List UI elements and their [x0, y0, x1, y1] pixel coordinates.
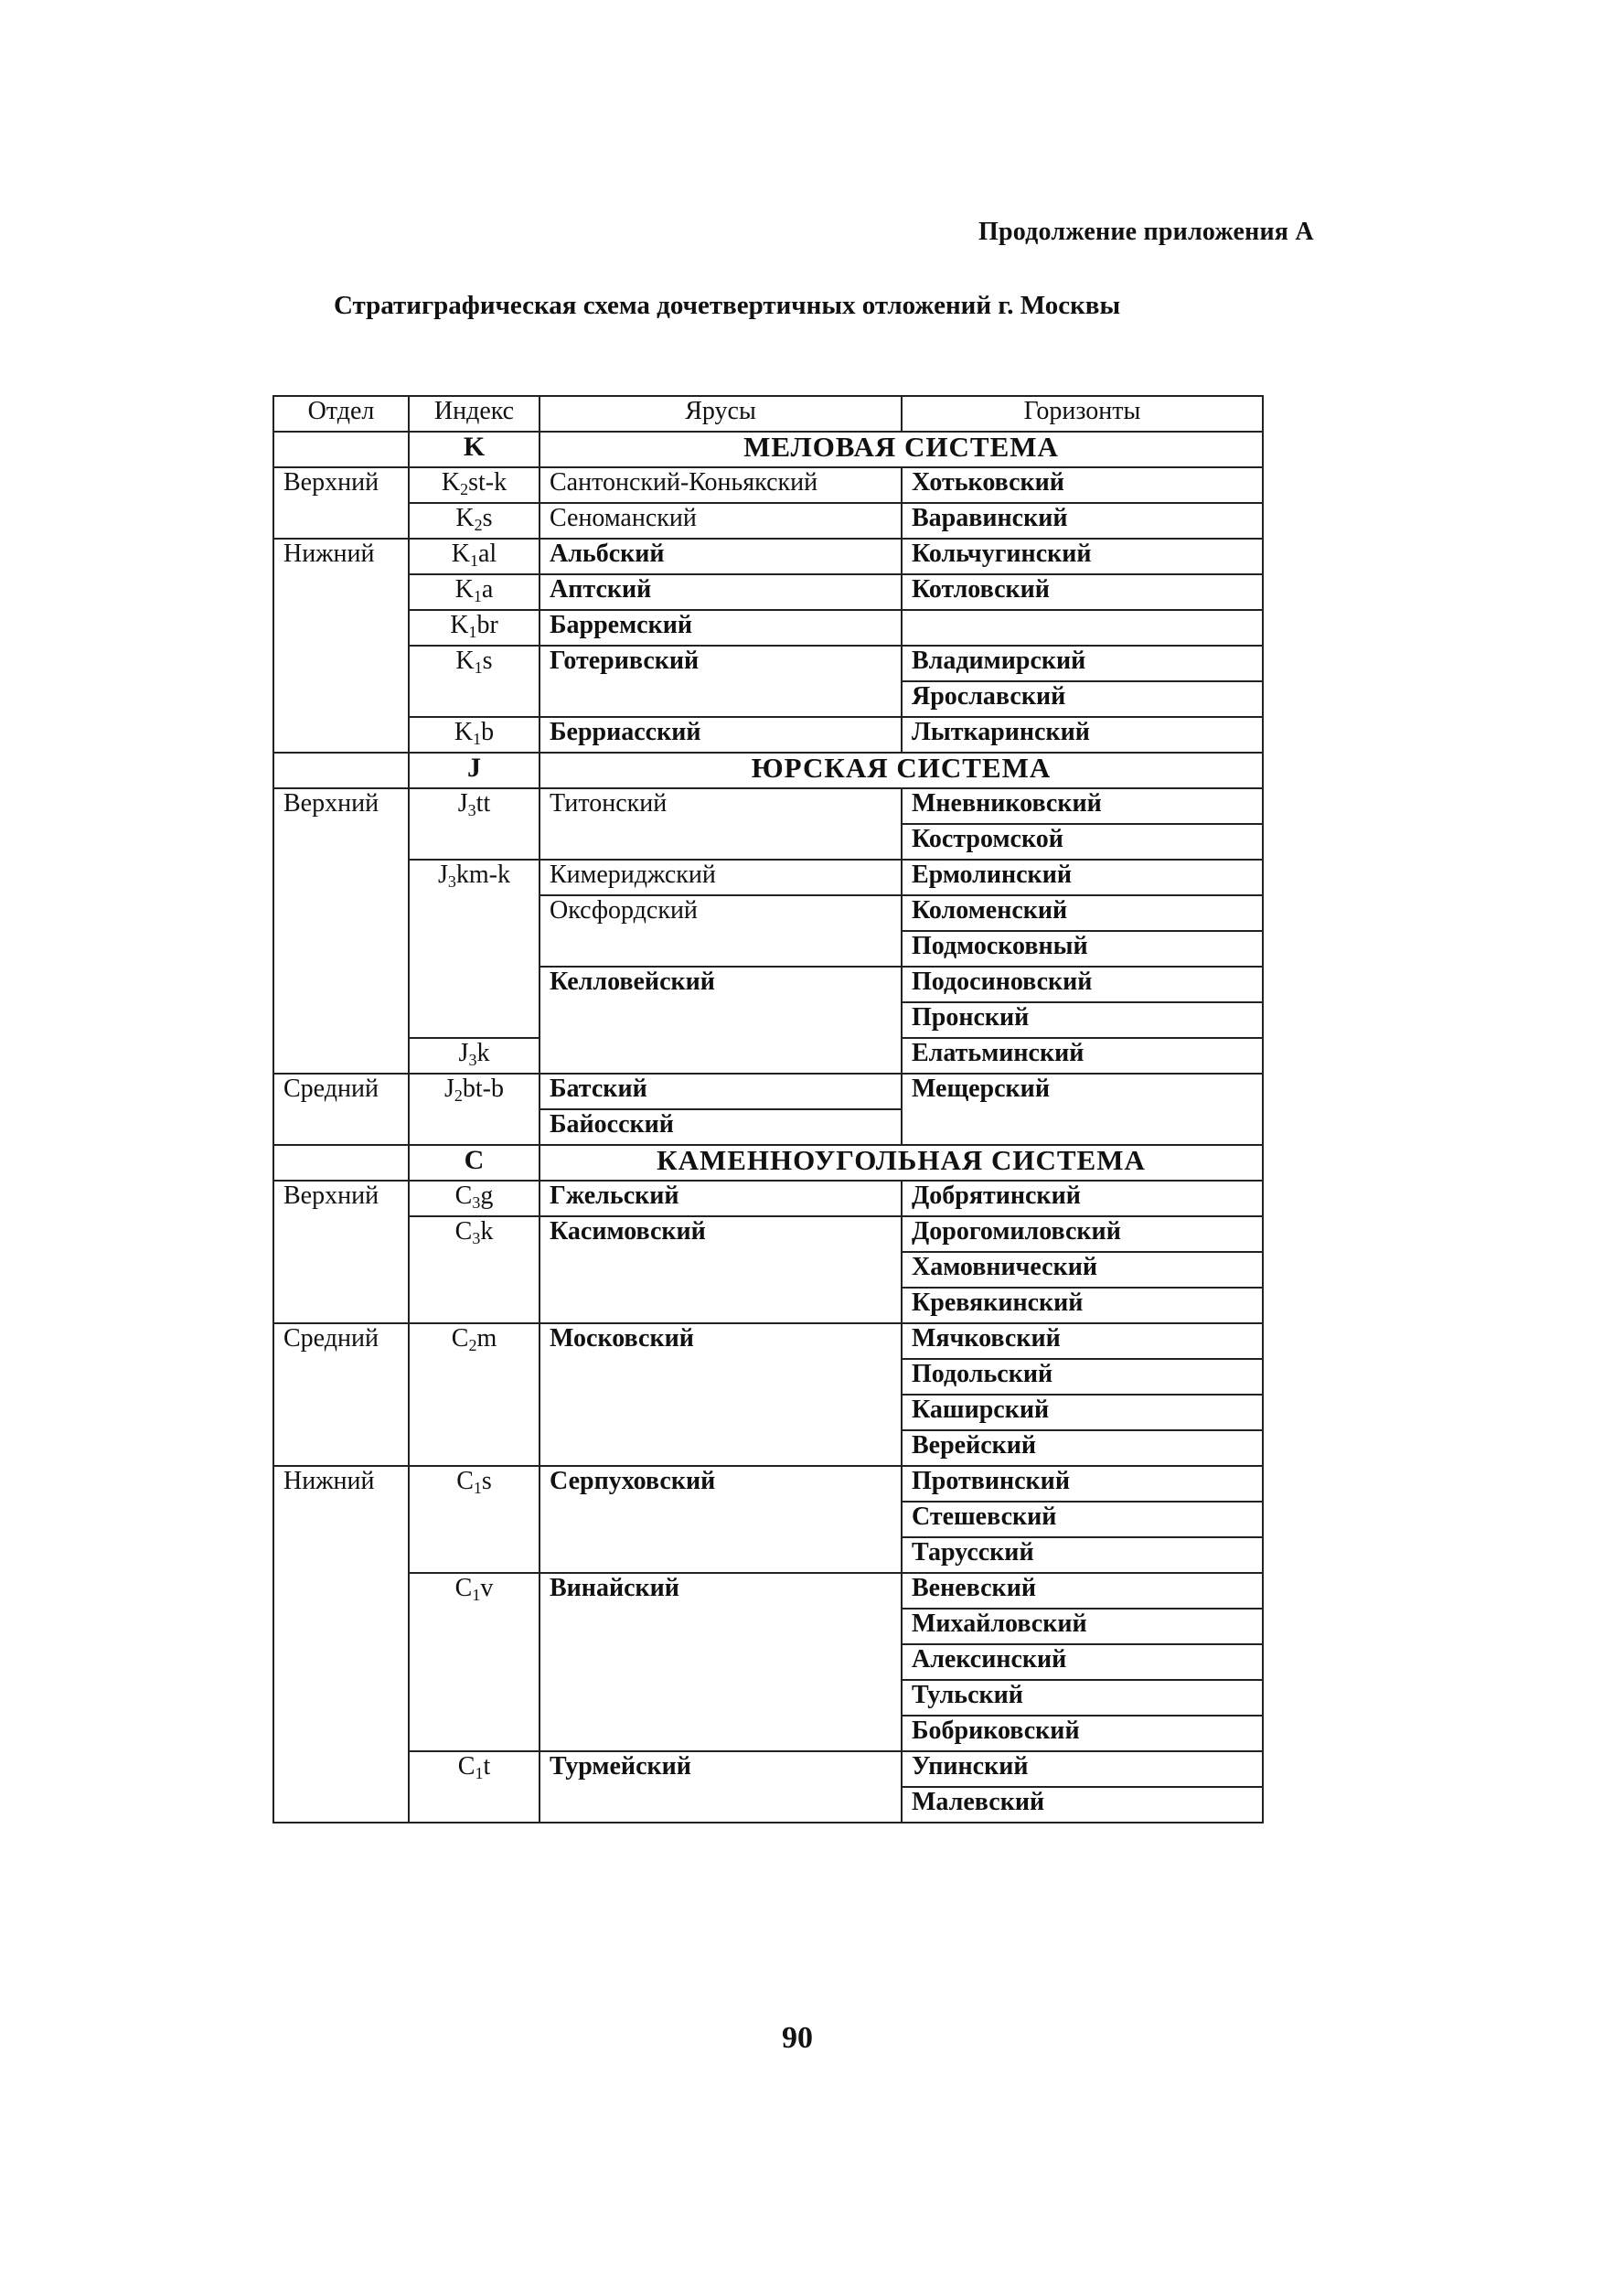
otdel-cell: Нижний — [273, 539, 409, 753]
header-otdel: Отдел — [273, 396, 409, 432]
empty-cell — [273, 432, 409, 467]
horizon-cell: Подосиновский — [902, 967, 1263, 1002]
horizon-cell: Мячковский — [902, 1323, 1263, 1359]
horizon-cell: Котловский — [902, 574, 1263, 610]
stage-cell: Сантонский-Коньякский — [540, 467, 902, 503]
stage-cell: Титонский — [540, 788, 902, 860]
horizon-cell: Коломенский — [902, 895, 1263, 931]
horizon-cell: Кольчугинский — [902, 539, 1263, 574]
horizon-cell: Владимирский — [902, 646, 1263, 681]
table-row — [273, 1466, 1263, 1502]
system-name: МЕЛОВАЯ СИСТЕМА — [540, 432, 1263, 467]
index-cell: $C_1s$ — [409, 1466, 540, 1573]
stage-cell: Касимовский — [540, 1216, 902, 1323]
horizon-cell: Подольский — [902, 1359, 1263, 1395]
index-cell: $C_3g$ — [409, 1181, 540, 1216]
otdel-cell: Средний — [273, 1074, 409, 1145]
index-cell: $K_1b$ — [409, 717, 540, 753]
stage-cell: Винайский — [540, 1573, 902, 1751]
table-row — [273, 503, 1263, 539]
stage-cell: Гжельский — [540, 1181, 902, 1216]
table-row — [273, 574, 1263, 610]
stage-cell: Серпуховский — [540, 1466, 902, 1573]
horizon-cell: Пронский — [902, 1002, 1263, 1038]
otdel-cell: Верхний — [273, 1181, 409, 1323]
table-row — [273, 1216, 1263, 1252]
stage-cell: Кимериджский — [540, 860, 902, 895]
stage-cell: Байосский — [540, 1109, 902, 1145]
horizon-cell: Елатьминский — [902, 1038, 1263, 1074]
index-cell: $K_1a$ — [409, 574, 540, 610]
table-row — [273, 1181, 1263, 1216]
index-cell: $K_1al$ — [409, 539, 540, 574]
horizon-cell: Подмосковный — [902, 931, 1263, 967]
table-row — [273, 788, 1263, 824]
table-title: Стратиграфическая схема дочетвертичных отложений г. Москвы — [334, 291, 1121, 320]
stage-cell: Аптский — [540, 574, 902, 610]
index-cell: $C_2m$ — [409, 1323, 540, 1466]
index-cell: $K_2s$ — [409, 503, 540, 539]
empty-cell — [902, 610, 1263, 646]
horizon-cell: Костромской — [902, 824, 1263, 860]
table-row — [273, 646, 1263, 681]
horizon-cell: Лыткаринский — [902, 717, 1263, 753]
horizon-cell: Каширский — [902, 1395, 1263, 1430]
stage-cell: Альбский — [540, 539, 902, 574]
header-gorizonty: Горизонты — [902, 396, 1263, 432]
table-row — [273, 860, 1263, 895]
index-cell: $K_1br$ — [409, 610, 540, 646]
index-cell: $C_3k$ — [409, 1216, 540, 1323]
page-number: 90 — [782, 2021, 813, 2055]
system-row-cretaceous — [273, 432, 1263, 467]
index-cell: $J_3k$ — [409, 1038, 540, 1074]
stage-cell: Готеривский — [540, 646, 902, 717]
system-symbol: C — [409, 1145, 540, 1181]
horizon-cell: Мневниковский — [902, 788, 1263, 824]
table-row — [273, 610, 1263, 646]
table-row — [273, 539, 1263, 574]
otdel-cell: Верхний — [273, 788, 409, 1074]
header-index: Индекс — [409, 396, 540, 432]
horizon-cell: Малевский — [902, 1787, 1263, 1823]
system-row-carboniferous — [273, 1145, 1263, 1181]
horizon-cell: Мещерский — [902, 1074, 1263, 1145]
table-row — [273, 1573, 1263, 1609]
index-cell: $C_1t$ — [409, 1751, 540, 1823]
horizon-cell: Добрятинский — [902, 1181, 1263, 1216]
horizon-cell: Упинский — [902, 1751, 1263, 1787]
index-cell: $J_3km-k$ — [409, 860, 540, 1038]
horizon-cell: Алексинский — [902, 1644, 1263, 1680]
horizon-cell: Стешевский — [902, 1502, 1263, 1537]
table-row — [273, 467, 1263, 503]
horizon-cell: Бобриковский — [902, 1716, 1263, 1751]
index-cell: $C_1v$ — [409, 1573, 540, 1751]
system-row-jurassic — [273, 753, 1263, 788]
stratigraphic-table — [272, 395, 1264, 1823]
horizon-cell: Михайловский — [902, 1609, 1263, 1644]
stage-cell: Оксфордский — [540, 895, 902, 967]
system-symbol: J — [409, 753, 540, 788]
system-name: ЮРСКАЯ СИСТЕМА — [540, 753, 1263, 788]
table-row — [273, 1323, 1263, 1359]
header-yarusy: Ярусы — [540, 396, 902, 432]
table-header-row — [273, 396, 1263, 432]
horizon-cell: Протвинский — [902, 1466, 1263, 1502]
table-row — [273, 717, 1263, 753]
index-cell: $J_2bt-b$ — [409, 1074, 540, 1145]
horizon-cell: Кревякинский — [902, 1288, 1263, 1323]
horizon-cell: Хотьковский — [902, 467, 1263, 503]
table-row — [273, 1751, 1263, 1787]
horizon-cell: Варавинский — [902, 503, 1263, 539]
table-row — [273, 1074, 1263, 1109]
stage-cell: Барремский — [540, 610, 902, 646]
empty-cell — [273, 1145, 409, 1181]
horizon-cell: Хамовнический — [902, 1252, 1263, 1288]
stage-cell: Сеноманский — [540, 503, 902, 539]
horizon-cell: Тульский — [902, 1680, 1263, 1716]
horizon-cell: Тарусский — [902, 1537, 1263, 1573]
horizon-cell: Дорогомиловский — [902, 1216, 1263, 1252]
system-name: КАМЕННОУГОЛЬНАЯ СИСТЕМА — [540, 1145, 1263, 1181]
otdel-cell: Верхний — [273, 467, 409, 539]
system-symbol: K — [409, 432, 540, 467]
horizon-cell: Ермолинский — [902, 860, 1263, 895]
stage-cell: Батский — [540, 1074, 902, 1109]
stage-cell: Турмейский — [540, 1751, 902, 1823]
otdel-cell: Нижний — [273, 1466, 409, 1823]
stage-cell: Келловейский — [540, 967, 902, 1074]
stage-cell: Московский — [540, 1323, 902, 1466]
index-cell: $K_1s$ — [409, 646, 540, 717]
empty-cell — [273, 753, 409, 788]
horizon-cell: Ярославский — [902, 681, 1263, 717]
index-cell: $K_2st-k$ — [409, 467, 540, 503]
horizon-cell: Верейский — [902, 1430, 1263, 1466]
horizon-cell: Веневский — [902, 1573, 1263, 1609]
otdel-cell: Средний — [273, 1323, 409, 1466]
appendix-caption: Продолжение приложения А — [978, 218, 1314, 246]
stage-cell: Берриасский — [540, 717, 902, 753]
index-cell: $J_3tt$ — [409, 788, 540, 860]
